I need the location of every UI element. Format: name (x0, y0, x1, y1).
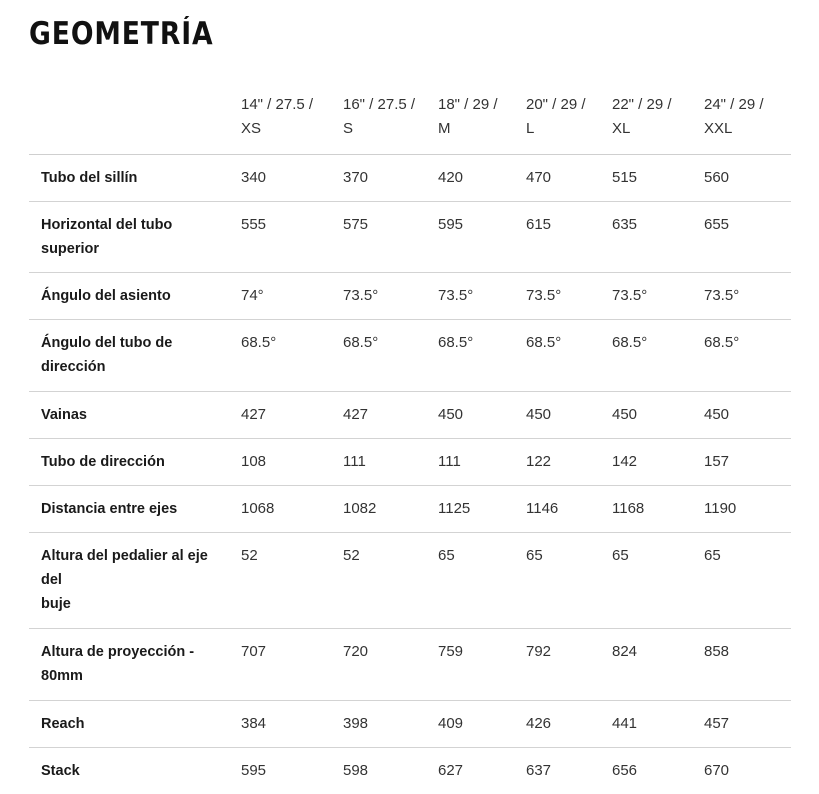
table-cell: 65 (526, 546, 543, 564)
size-header-s (331, 87, 426, 154)
table-row (29, 154, 791, 201)
size-header-m (426, 87, 514, 154)
table-cell: 68.5° (241, 333, 277, 351)
row-label: Distancia entre ejes (41, 500, 178, 517)
table-cell: 1168 (612, 499, 645, 517)
table-cell: 627 (438, 761, 464, 779)
table-cell: 68.5° (704, 333, 740, 351)
table-cell: 68.5° (526, 333, 562, 351)
size-header-xs (229, 87, 331, 154)
table-cell: 73.5° (343, 286, 379, 304)
table-cell: 65 (438, 546, 455, 564)
table-cell: 1082 (343, 499, 377, 517)
geometry-table (29, 87, 791, 794)
size-header-line2: L (526, 120, 535, 137)
table-row (29, 391, 791, 438)
table-cell: 656 (612, 761, 638, 779)
table-cell: 108 (241, 452, 267, 470)
size-header-line1: 18" / 29 / (438, 96, 498, 113)
table-cell: 707 (241, 642, 267, 660)
table-cell: 384 (241, 714, 267, 732)
table-cell: 73.5° (526, 286, 562, 304)
table-cell: 1190 (704, 499, 737, 517)
table-cell: 68.5° (438, 333, 474, 351)
row-label: Tubo de dirección (41, 453, 165, 470)
row-label: Ángulo del asiento (41, 287, 171, 304)
row-label (29, 319, 229, 391)
row-label-line2: 80mm (41, 667, 83, 684)
row-label (29, 628, 229, 700)
table-header-row (29, 87, 791, 154)
table-cell: 598 (343, 761, 369, 779)
table-row (29, 628, 791, 700)
row-label: Stack (41, 762, 80, 779)
table-cell: 858 (704, 642, 730, 660)
table-row (29, 272, 791, 319)
row-label-line2: buje (41, 595, 71, 612)
table-cell: 340 (241, 168, 267, 186)
table-cell: 792 (526, 642, 552, 660)
row-label-line2: dirección (41, 358, 106, 375)
table-cell: 111 (343, 452, 366, 470)
table-cell: 427 (343, 405, 369, 423)
size-header-line2: XXL (704, 120, 733, 137)
table-cell: 73.5° (612, 286, 648, 304)
table-cell: 670 (704, 761, 730, 779)
size-header-line1: 22" / 29 / (612, 96, 672, 113)
row-label: Reach (41, 715, 85, 732)
row-label (29, 532, 229, 628)
table-cell: 73.5° (704, 286, 740, 304)
table-cell: 1125 (438, 499, 471, 517)
table-cell: 398 (343, 714, 369, 732)
table-cell: 560 (704, 168, 730, 186)
table-cell: 635 (612, 215, 638, 233)
row-label-line1: Altura de proyección - (41, 643, 195, 660)
table-cell: 52 (241, 546, 258, 564)
table-cell: 441 (612, 714, 638, 732)
table-cell: 74° (241, 286, 264, 304)
size-header-line2: M (438, 120, 451, 137)
table-cell: 720 (343, 642, 369, 660)
table-cell: 1146 (526, 499, 559, 517)
table-cell: 65 (612, 546, 629, 564)
table-cell: 555 (241, 215, 267, 233)
table-row (29, 319, 791, 391)
table-row (29, 485, 791, 532)
table-row (29, 532, 791, 628)
table-cell: 370 (343, 168, 369, 186)
table-cell: 420 (438, 168, 464, 186)
table-row (29, 700, 791, 747)
table-cell: 450 (704, 405, 730, 423)
table-cell: 73.5° (438, 286, 474, 304)
table-cell: 470 (526, 168, 552, 186)
table-cell: 52 (343, 546, 360, 564)
row-label: Horizontal del tubo superior (41, 216, 173, 257)
table-cell: 450 (438, 405, 464, 423)
row-label-line1: Altura del pedalier al eje del (41, 547, 208, 588)
table-cell: 457 (704, 714, 730, 732)
table-cell: 824 (612, 642, 638, 660)
table-cell: 759 (438, 642, 464, 660)
header-empty-cell (29, 87, 229, 154)
table-cell: 111 (438, 452, 461, 470)
size-header-line2: XS (241, 120, 262, 137)
size-header-l (514, 87, 600, 154)
row-label-line1: Ángulo del tubo de (41, 334, 173, 351)
table-cell: 157 (704, 452, 730, 470)
table-cell: 637 (526, 761, 552, 779)
table-cell: 68.5° (343, 333, 379, 351)
table-cell: 595 (241, 761, 267, 779)
table-cell: 122 (526, 452, 552, 470)
table-row (29, 201, 791, 272)
table-cell: 142 (612, 452, 638, 470)
table-cell: 65 (704, 546, 721, 564)
page-title: GEOMETRÍA (29, 16, 214, 52)
table-cell: 595 (438, 215, 464, 233)
table-cell: 450 (526, 405, 552, 423)
size-header-xl (600, 87, 692, 154)
size-header-line2: XL (612, 120, 631, 137)
row-label: Vainas (41, 406, 87, 423)
table-cell: 1068 (241, 499, 275, 517)
table-cell: 409 (438, 714, 464, 732)
table-cell: 426 (526, 714, 552, 732)
table-cell: 515 (612, 168, 638, 186)
table-cell: 575 (343, 215, 369, 233)
table-row (29, 438, 791, 485)
row-label: Tubo del sillín (41, 169, 138, 186)
size-header-line1: 20" / 29 / (526, 96, 586, 113)
size-header-line1: 24" / 29 / (704, 96, 764, 113)
size-header-line2: S (343, 120, 354, 137)
table-cell: 68.5° (612, 333, 648, 351)
table-cell: 615 (526, 215, 552, 233)
size-header-xxl (692, 87, 791, 154)
size-header-line1: 14" / 27.5 / (241, 96, 314, 113)
table-row (29, 747, 791, 794)
size-header-line1: 16" / 27.5 / (343, 96, 416, 113)
table-cell: 655 (704, 215, 730, 233)
table-cell: 450 (612, 405, 638, 423)
table-cell: 427 (241, 405, 267, 423)
